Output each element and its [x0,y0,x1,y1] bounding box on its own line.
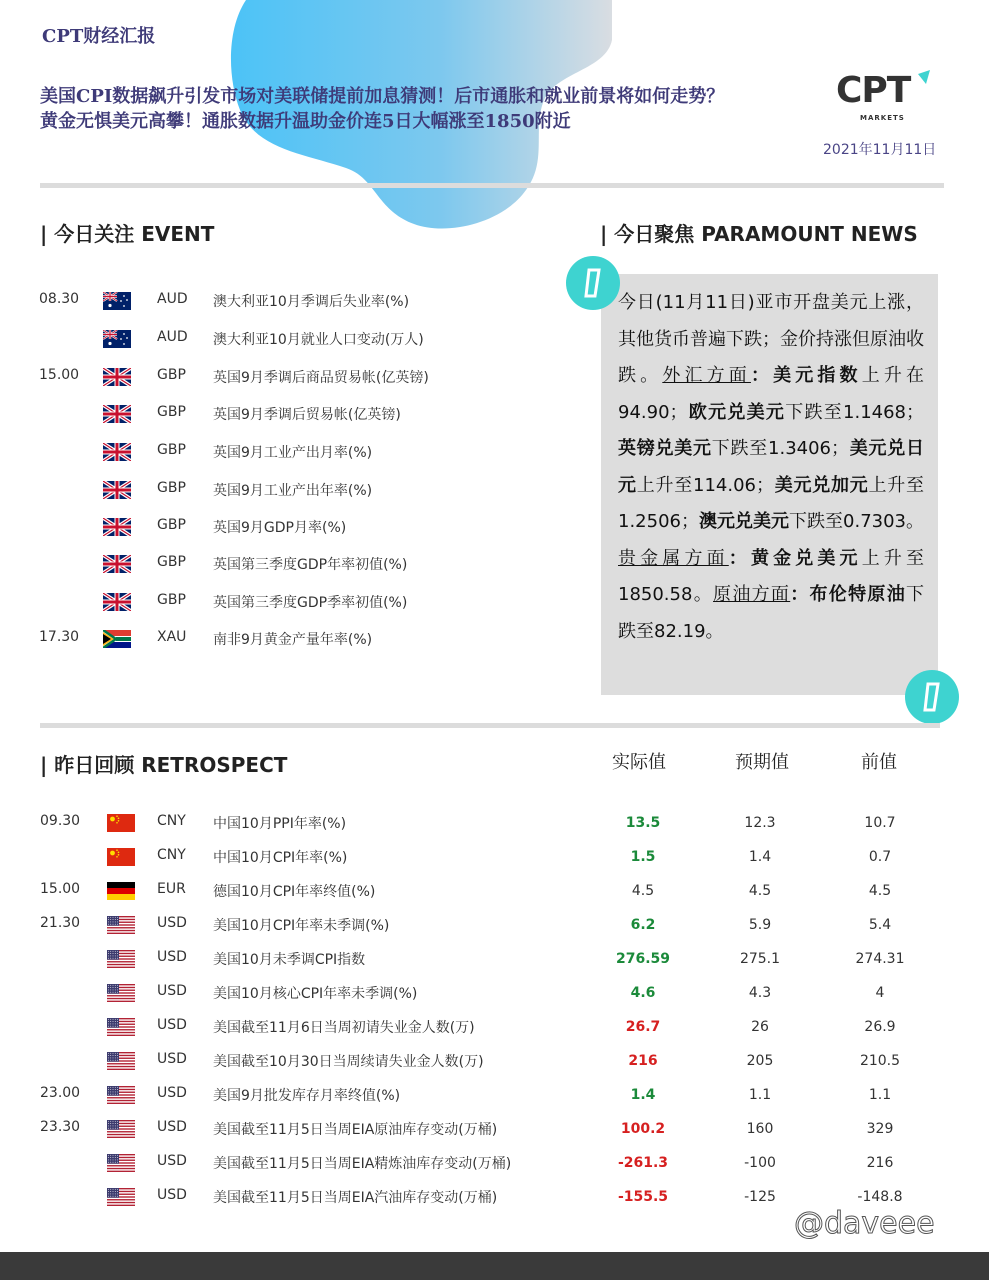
previous-value: 10.7 [864,815,896,831]
audusd-text: 下跌至0.7303。 [789,511,925,532]
retro-currency: USD [157,1153,187,1169]
event-row [0,629,580,651]
retro-row [0,983,960,1005]
actual-value: 13.5 [625,815,661,831]
us-flag-icon [107,1154,135,1172]
xauusd-text: 上升至1850.58。 [618,547,925,605]
usd-index-label: 美元指数 [773,365,862,386]
forecast-value: 275.1 [739,951,781,967]
event-currency: AUD [157,329,188,345]
retro-row [0,1051,960,1073]
retro-time: 23.30 [40,1119,81,1135]
retro-time: 15.00 [40,881,81,897]
retro-currency: USD [157,1017,187,1033]
news-body [618,285,924,650]
retro-row [0,1153,960,1175]
forecast-value: 1.4 [748,849,772,865]
retro-section-title: | 昨日回顾 RETROSPECT [40,753,288,777]
actual-value: 1.4 [630,1087,656,1103]
retro-description: 美国10月未季调CPI指数 [213,952,366,968]
event-time: 17.30 [39,629,80,645]
gbpusd-text: 下跌至1.3406； [711,438,850,459]
retro-currency: USD [157,915,187,931]
retro-description: 中国10月PPI年率(%) [213,816,347,832]
brand-name: CPT财经汇报 [42,26,156,47]
event-currency: GBP [157,367,186,383]
event-currency: GBP [157,517,186,533]
actual-value: -261.3 [617,1155,669,1171]
au-flag-icon [103,330,131,348]
col-forecast-header: 预期值 [735,752,789,773]
headline-line-2: 黄金无惧美元高攀！通胀数据升温助金价连5日大幅涨至1850附近 [40,111,571,132]
retro-currency: CNY [157,847,186,863]
gb-flag-icon [103,368,131,386]
forecast-value: -100 [744,1155,776,1171]
event-description: 南非9月黄金产量年率(%) [213,632,373,648]
actual-value: -155.5 [617,1189,669,1205]
logo-mark-icon [916,70,932,86]
retro-time: 23.00 [40,1085,81,1101]
previous-value: 0.7 [868,849,892,865]
retro-currency: USD [157,983,187,999]
retro-currency: USD [157,1187,187,1203]
event-currency: GBP [157,442,186,458]
us-flag-icon [107,916,135,934]
actual-value: 26.7 [625,1019,661,1035]
forecast-value: 12.3 [744,815,776,831]
logo-main-text: CPT [836,70,911,111]
event-row [0,517,580,539]
retro-description: 美国截至10月30日当周续请失业金人数(万) [213,1054,484,1070]
event-description: 英国9月季调后贸易帐(亿英镑) [213,407,401,423]
event-row [0,554,580,576]
forecast-value: 205 [746,1053,774,1069]
divider [40,723,940,728]
previous-value: 210.5 [859,1053,901,1069]
actual-value: 6.2 [630,917,656,933]
gb-flag-icon [103,593,131,611]
metal-colon: ： [728,547,751,569]
oil-colon: ： [790,584,810,605]
retro-description: 德国10月CPI年率终值(%) [213,884,376,900]
event-description: 英国9月季调后商品贸易帐(亿英镑) [213,370,429,386]
news-intro: 今日(11月11日)亚市开盘美元上涨，其他货币普遍下跌；金价持涨但原油收跌。 [618,292,924,386]
event-currency: GBP [157,554,186,570]
event-row [0,442,580,464]
za-flag-icon [103,630,131,648]
gb-flag-icon [103,443,131,461]
forecast-value: 4.3 [748,985,772,1001]
event-row [0,592,580,614]
us-flag-icon [107,950,135,968]
fx-label: 外汇方面 [662,365,751,386]
au-flag-icon [103,292,131,310]
audusd-label: 澳元兑美元 [698,511,790,532]
previous-value: 329 [866,1121,894,1137]
event-description: 澳大利亚10月季调后失业率(%) [213,294,410,310]
cn-flag-icon [107,814,135,832]
event-row [0,367,580,389]
report-date: 2021年11月11日 [823,142,937,158]
usdjpy-label: 美元兑日元 [618,438,925,496]
eurusd-text: 下跌至1.1468； [785,401,924,423]
brent-label: 布伦特原油 [809,584,906,605]
eurusd-label: 欧元兑美元 [687,401,786,423]
retro-description: 美国10月核心CPI年率未季调(%) [213,986,418,1002]
actual-value: 100.2 [620,1121,666,1137]
event-currency: GBP [157,404,186,420]
retro-row [0,1085,960,1107]
usdcad-label: 美元兑加元 [774,474,869,496]
retro-row [0,1017,960,1039]
bottom-bar [0,1252,989,1280]
cpt-logo [836,70,936,126]
forecast-value: 5.9 [748,917,772,933]
retro-currency: CNY [157,813,186,829]
forecast-value: 26 [751,1019,769,1035]
forecast-value: 1.1 [748,1087,772,1103]
retro-currency: EUR [157,881,186,897]
news-title-text: 今日聚焦 PARAMOUNT NEWS [614,222,918,246]
event-time: 15.00 [39,367,80,383]
event-description: 澳大利亚10月就业人口变动(万人) [213,332,424,348]
us-flag-icon [107,1052,135,1070]
forecast-value: -125 [744,1189,776,1205]
us-flag-icon [107,1188,135,1206]
gb-flag-icon [103,481,131,499]
event-currency: XAU [157,629,187,645]
gb-flag-icon [103,555,131,573]
forecast-value: 160 [746,1121,774,1137]
previous-value: 5.4 [868,917,892,933]
retro-description: 美国截至11月5日当周EIA汽油库存变动(万桶) [213,1190,498,1206]
retro-description: 美国10月CPI年率未季调(%) [213,918,390,934]
retro-description: 中国10月CPI年率(%) [213,850,348,866]
previous-value: 4.5 [868,883,892,899]
event-row [0,329,580,351]
us-flag-icon [107,984,135,1002]
previous-value: -148.8 [857,1189,903,1205]
col-previous-header: 前值 [861,752,897,773]
actual-value: 216 [628,1053,658,1069]
retro-currency: USD [157,1085,187,1101]
event-row [0,404,580,426]
retro-row [0,847,960,869]
previous-value: 26.9 [864,1019,896,1035]
us-flag-icon [107,1086,135,1104]
retro-time: 09.30 [40,813,81,829]
gb-flag-icon [103,405,131,423]
fx-colon: ： [750,365,774,386]
retro-row [0,949,960,971]
event-time: 08.30 [39,291,80,307]
forecast-value: 4.5 [748,883,772,899]
retro-description: 美国截至11月6日当周初请失业金人数(万) [213,1020,475,1036]
event-row [0,291,580,313]
brent-text: 下跌至82.19。 [618,584,924,642]
retro-currency: USD [157,949,187,965]
actual-value: 276.59 [615,951,671,967]
retro-description: 美国截至11月5日当周EIA精炼油库存变动(万桶) [213,1156,512,1172]
retro-row [0,915,960,937]
usd-index-text: 上升在 94.90； [618,365,925,423]
metal-label: 贵金属方面 [618,547,729,569]
previous-value: 1.1 [868,1087,892,1103]
actual-value: 4.5 [631,883,655,899]
usdcad-text: 上升至1.2506； [618,474,925,532]
event-description: 英国9月工业产出年率(%) [213,483,373,499]
headline-line-1: 美国CPI数据飙升引发市场对美联储提前加息猜测！后市通胀和就业前景将如何走势？ [40,86,725,107]
watermark: @daveee [794,1206,935,1241]
retro-title-text: 昨日回顾 RETROSPECT [54,753,288,777]
actual-value: 4.6 [630,985,656,1001]
event-description: 英国9月GDP月率(%) [213,520,347,536]
event-currency: GBP [157,592,186,608]
retro-row [0,813,960,835]
event-description: 英国第三季度GDP季率初值(%) [213,595,408,611]
oil-label: 原油方面 [713,584,791,605]
news-section-title: | 今日聚焦 PARAMOUNT NEWS [600,222,918,246]
event-description: 英国9月工业产出月率(%) [213,445,373,461]
gbpusd-label: 英镑兑美元 [618,438,712,459]
event-description: 英国第三季度GDP年率初值(%) [213,557,408,573]
retro-row [0,1119,960,1141]
quote-open-icon [566,256,620,310]
retro-currency: USD [157,1119,187,1135]
event-row [0,480,580,502]
event-currency: GBP [157,480,186,496]
retro-description: 美国截至11月5日当周EIA原油库存变动(万桶) [213,1122,498,1138]
us-flag-icon [107,1018,135,1036]
usdjpy-text: 上升至114.06； [636,474,775,496]
event-currency: AUD [157,291,188,307]
quote-close-icon [905,670,959,724]
retro-time: 21.30 [40,915,81,931]
previous-value: 216 [866,1155,894,1171]
gb-flag-icon [103,518,131,536]
xauusd-label: 黄金兑美元 [750,547,862,569]
retro-currency: USD [157,1051,187,1067]
col-actual-header: 实际值 [612,752,666,773]
actual-value: 1.5 [630,849,656,865]
cn-flag-icon [107,848,135,866]
divider [40,183,944,188]
logo-sub-text: MARKETS [860,114,905,122]
event-section-title: | 今日关注 EVENT [40,222,215,246]
de-flag-icon [107,882,135,900]
previous-value: 274.31 [855,951,905,967]
retro-description: 美国9月批发库存月率终值(%) [213,1088,401,1104]
us-flag-icon [107,1120,135,1138]
previous-value: 4 [875,985,885,1001]
event-title-text: 今日关注 EVENT [54,222,215,246]
retro-row [0,881,960,903]
